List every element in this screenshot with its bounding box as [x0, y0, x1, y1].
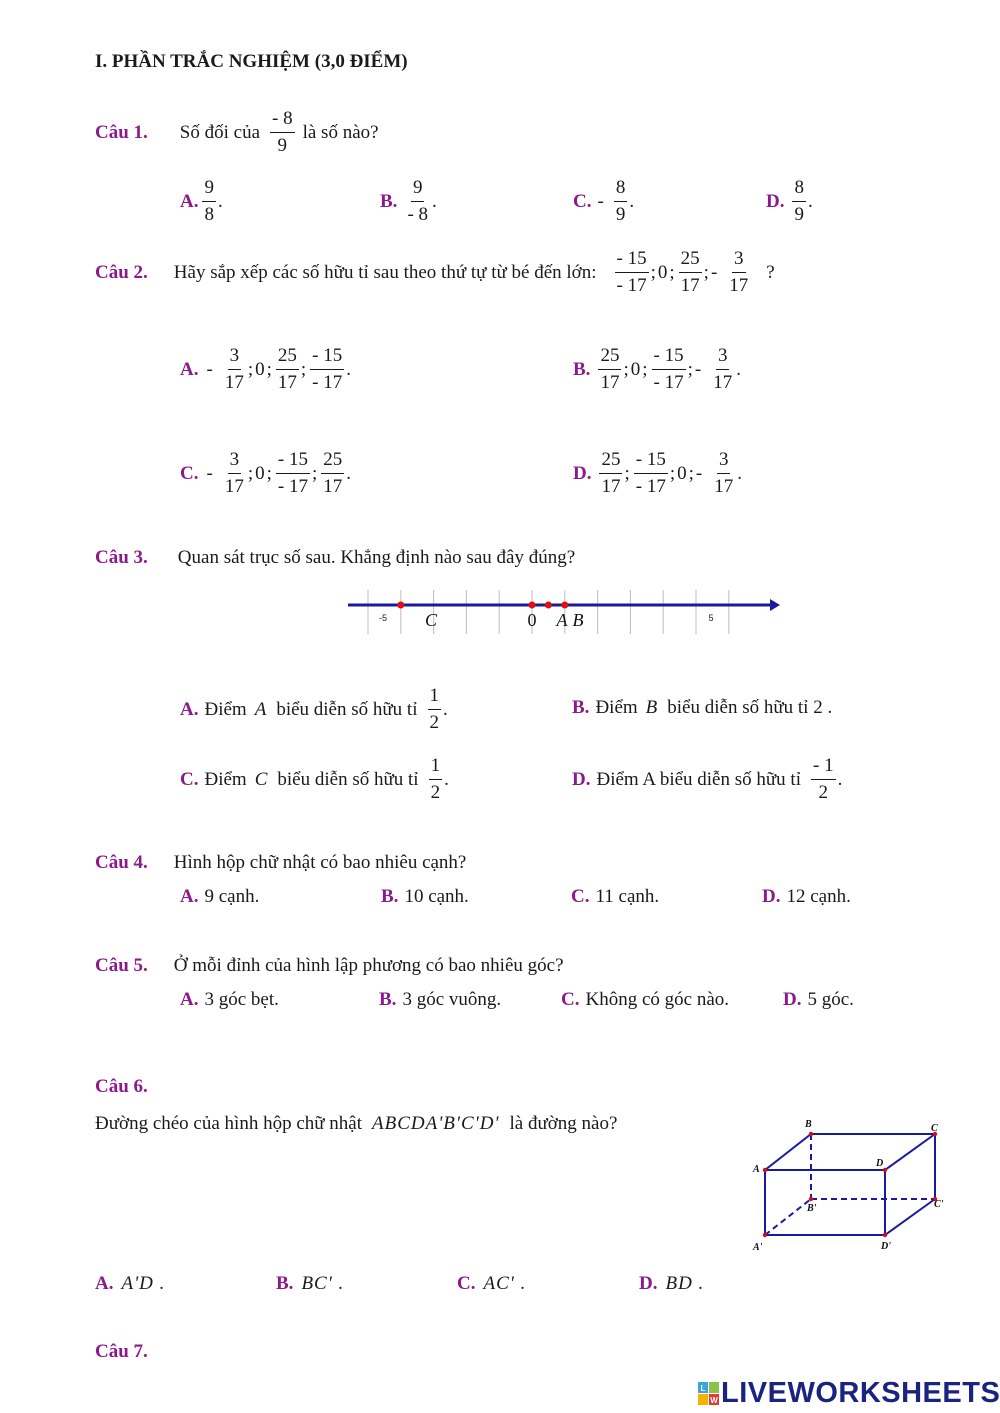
option-fraction [202, 177, 216, 226]
option-text: 11 cạnh. [595, 886, 660, 907]
q5-option-d[interactable] [783, 989, 856, 1011]
option-letter: B. [381, 886, 399, 907]
fraction-denominator: 17 [729, 275, 749, 296]
fraction-numerator: 9 [202, 177, 216, 202]
fraction-denominator: 17 [714, 476, 734, 497]
question-6-text-before: Đường chéo của hình hộp chữ nhật [95, 1113, 363, 1134]
option-text: 5 góc. [807, 989, 854, 1010]
option-letter: D. [572, 768, 591, 790]
fraction-3-17 [223, 345, 246, 394]
option-letter: C. [180, 768, 199, 790]
option-letter: B. [276, 1273, 294, 1294]
fraction-denominator: 9 [277, 135, 288, 156]
q5-option-b[interactable] [379, 989, 503, 1011]
fraction-denominator: 2 [430, 782, 441, 803]
watermark-text: LIVEWORKSHEETS [721, 1377, 1000, 1409]
option-letter: A. [180, 358, 199, 380]
fraction-numerator: 1 [429, 755, 443, 780]
question-2-label: Câu 2. [95, 261, 148, 283]
label-c1: C' [934, 1199, 944, 1210]
fraction-numerator: 8 [614, 177, 628, 202]
number-line-arrow [770, 599, 780, 611]
question-4-label: Câu 4. [95, 852, 148, 873]
question-6-shape: ABCDA'B'C'D' [372, 1113, 500, 1134]
option-text: biểu diễn số hữu tỉ [276, 698, 418, 720]
q1-option-b[interactable] [380, 177, 439, 226]
option-end: . [629, 190, 635, 212]
fraction-denominator: 17 [277, 372, 297, 393]
point-b [561, 602, 568, 609]
question-6-text-after: là đường nào? [509, 1113, 618, 1134]
question-3-text: Quan sát trục số sau. Khẳng định nào sau đây đúng? [177, 547, 576, 568]
vertex-b [809, 1132, 813, 1136]
option-text: Điểm [595, 697, 638, 718]
option-text: 10 cạnh. [404, 886, 469, 907]
fraction-denominator: 9 [794, 204, 804, 225]
label-b1: B' [807, 1203, 817, 1214]
fraction-25-17 [321, 449, 344, 498]
number-line [340, 588, 790, 638]
point-label-b: B [572, 610, 584, 630]
option-text: 3 góc bẹt. [204, 989, 279, 1010]
question-4-text: Hình hộp chữ nhật có bao nhiêu cạnh? [173, 852, 467, 873]
q1-option-a[interactable] [180, 177, 225, 226]
fraction-3-17 [223, 449, 246, 498]
separator: ; [624, 462, 630, 484]
option-letter: C. [561, 989, 580, 1010]
option-letter: B. [573, 358, 591, 380]
label-d: D [876, 1158, 884, 1169]
svg-text:L: L [700, 1383, 706, 1393]
period: . [736, 358, 741, 380]
separator: ; [650, 261, 656, 283]
question-1-fraction [270, 108, 295, 157]
point-name: B [645, 697, 658, 718]
fraction-numerator: 9 [411, 177, 425, 202]
minus-sign: - [206, 358, 213, 380]
fraction-numerator: 1 [428, 685, 442, 710]
option-text: Điểm A biểu diễn số hữu tỉ [596, 768, 801, 790]
option-letter: B. [572, 697, 590, 718]
label-d1: D' [881, 1241, 891, 1252]
option-letter: A. [180, 698, 199, 720]
fraction-numerator: 3 [732, 248, 746, 273]
separator: ; [688, 462, 694, 484]
period: . [737, 462, 742, 484]
question-3 [95, 547, 577, 569]
fraction-25-17 [679, 248, 702, 297]
vertex-d1 [883, 1233, 887, 1237]
q4-option-b[interactable] [381, 886, 471, 908]
label-a1: A' [753, 1242, 763, 1253]
question-6-label: Câu 6. [95, 1076, 148, 1097]
q3-option-a[interactable] [180, 685, 450, 734]
zero: 0 [255, 462, 265, 484]
question-5 [95, 955, 566, 977]
separator: ; [266, 462, 272, 484]
q3-option-c[interactable] [180, 755, 451, 804]
separator: ; [703, 261, 709, 283]
option-end: . [837, 768, 843, 790]
edge-d1c1 [885, 1199, 935, 1235]
fraction-denominator: 8 [204, 204, 214, 225]
q2-option-b[interactable] [573, 345, 743, 394]
point-origin [529, 602, 536, 609]
vertex-a1 [763, 1233, 767, 1237]
option-text: AC' . [483, 1273, 527, 1294]
question-1 [95, 108, 381, 157]
fraction-denominator: - 8 [407, 204, 429, 225]
fraction-denominator: - 17 [312, 372, 343, 393]
question-1-label: Câu 1. [95, 121, 148, 143]
vertex-b1 [809, 1197, 813, 1201]
option-text: Điểm [204, 768, 247, 790]
fraction-numerator: 25 [598, 345, 621, 370]
point-a [545, 602, 552, 609]
q2-option-a[interactable] [180, 345, 353, 394]
fraction-numerator: 3 [716, 345, 730, 370]
option-text: biểu diễn số hữu tỉ [277, 768, 419, 790]
fraction-neg15-neg17 [652, 345, 686, 394]
option-letter: D. [573, 462, 592, 484]
fraction-numerator: - 15 [652, 345, 686, 370]
liveworksheets-logo-icon [698, 1382, 720, 1406]
q6-option-d[interactable] [639, 1273, 706, 1295]
option-letter: B. [379, 989, 397, 1010]
option-fraction [614, 177, 628, 226]
fraction-denominator: 17 [601, 476, 621, 497]
option-letter: C. [457, 1273, 476, 1294]
question-4 [95, 852, 468, 874]
option-fraction [792, 177, 806, 226]
fraction-numerator: - 8 [270, 108, 295, 133]
fraction-25-17 [276, 345, 299, 394]
option-fraction [428, 685, 442, 734]
fraction-neg15-neg17 [276, 449, 310, 498]
edge-dc [885, 1134, 935, 1170]
fraction-25-17 [598, 345, 621, 394]
minus-sign: - [694, 358, 702, 380]
zero: 0 [630, 358, 641, 380]
tick-label-5: 5 [708, 613, 714, 623]
point-name: C [254, 768, 268, 790]
fraction-numerator: 25 [599, 449, 622, 474]
option-text: A'D . [121, 1273, 166, 1294]
fraction-denominator: 17 [224, 372, 244, 393]
tick-label-zero: 0 [527, 610, 537, 630]
fraction-numerator: - 1 [811, 755, 836, 780]
question-5-label: Câu 5. [95, 955, 148, 976]
option-letter: C. [573, 190, 592, 212]
q1-option-d[interactable] [766, 177, 815, 226]
fraction-3-17 [727, 248, 750, 297]
separator: ; [669, 462, 676, 484]
option-letter: A. [180, 886, 199, 907]
question-6 [95, 1113, 619, 1135]
fraction-3-17 [711, 345, 734, 394]
box-figure [745, 1115, 960, 1255]
option-letter: B. [380, 190, 398, 212]
separator: ; [247, 462, 254, 484]
separator: ; [687, 358, 693, 380]
q2-option-c[interactable] [180, 449, 353, 498]
point-label-a: A [556, 610, 568, 630]
zero: 0 [657, 261, 668, 283]
question-2 [95, 248, 777, 297]
fraction-denominator: - 17 [277, 476, 308, 497]
fraction-neg15-neg17 [615, 248, 649, 297]
separator: ; [642, 358, 648, 380]
q5-option-c[interactable] [561, 989, 731, 1011]
tick-label-neg5: -5 [378, 613, 388, 623]
option-end: . [444, 768, 449, 790]
point-name: A [254, 698, 267, 720]
fraction-denominator: 17 [323, 476, 343, 497]
fraction-numerator: 25 [679, 248, 702, 273]
option-letter: D. [639, 1273, 658, 1294]
edge-a1b1-hidden [765, 1199, 811, 1235]
svg-text:W: W [710, 1395, 718, 1405]
fraction-numerator: 3 [717, 449, 731, 474]
fraction-numerator: 3 [228, 345, 242, 370]
fraction-3-17 [712, 449, 735, 498]
option-text: 3 góc vuông. [402, 989, 502, 1010]
q4-option-a[interactable] [180, 886, 261, 908]
label-b: B [805, 1119, 812, 1130]
question-1-text-before: Số đối của [179, 121, 261, 143]
option-fraction [405, 177, 430, 226]
option-letter: A. [180, 190, 199, 212]
q6-option-c[interactable] [457, 1273, 528, 1295]
zero: 0 [677, 462, 687, 484]
fraction-25-17 [599, 449, 622, 498]
separator: ; [300, 358, 307, 380]
q1-option-c[interactable] [573, 177, 636, 226]
period: . [346, 358, 351, 380]
q5-option-a[interactable] [180, 989, 281, 1011]
fraction-neg15-neg17 [310, 345, 344, 394]
option-letter: C. [571, 886, 590, 907]
section-title: I. PHẦN TRẮC NGHIỆM (3,0 ĐIỂM) [95, 51, 408, 72]
question-1-text-after: là số nào? [302, 121, 379, 143]
point-c [397, 602, 404, 609]
edge-ab [765, 1134, 811, 1170]
minus-sign: - [710, 261, 718, 283]
question-5-text: Ở mỗi đỉnh của hình lập phương có bao nhiêu góc? [173, 955, 564, 976]
liveworksheets-watermark [698, 1377, 1000, 1410]
option-end: . [217, 190, 223, 212]
option-letter: D. [766, 190, 785, 212]
option-text: 9 cạnh. [204, 886, 260, 907]
separator: ; [247, 358, 254, 380]
vertex-d [883, 1168, 887, 1172]
option-text: Điểm [204, 698, 247, 720]
fraction-neg15-neg17 [634, 449, 668, 498]
option-text: Không có góc nào. [585, 989, 730, 1010]
separator: ; [669, 261, 675, 283]
q6-option-b[interactable] [276, 1273, 346, 1295]
q2-option-d[interactable] [573, 449, 744, 498]
option-fraction [429, 755, 443, 804]
option-letter: D. [762, 886, 781, 907]
option-end: . [807, 190, 813, 212]
option-text: BC' . [301, 1273, 345, 1294]
fraction-denominator: 2 [429, 712, 439, 733]
fraction-numerator: 25 [276, 345, 299, 370]
separator: ; [311, 462, 318, 484]
option-text: biểu diễn số hữu tỉ 2 . [667, 697, 833, 718]
fraction-numerator: - 15 [276, 449, 310, 474]
q3-option-b[interactable] [572, 697, 834, 719]
option-letter: D. [783, 989, 802, 1010]
zero: 0 [255, 358, 265, 380]
period: . [346, 462, 351, 484]
number-line-grid [368, 590, 729, 634]
point-label-c: C [424, 610, 438, 630]
minus-sign: - [695, 462, 703, 484]
fraction-numerator: - 15 [615, 248, 649, 273]
question-2-text: Hãy sắp xếp các số hữu tỉ sau theo thứ tự từ bé đến lớn: [173, 261, 597, 283]
fraction-denominator: 17 [224, 476, 244, 497]
option-end: . [443, 698, 448, 720]
label-a: A [753, 1164, 760, 1175]
question-7-label: Câu 7. [95, 1341, 148, 1362]
fraction-denominator: 17 [713, 372, 733, 393]
question-mark: ? [766, 261, 775, 283]
fraction-denominator: 17 [680, 275, 700, 296]
q4-option-c[interactable] [571, 886, 661, 908]
fraction-numerator: 3 [228, 449, 242, 474]
fraction-numerator: 8 [792, 177, 806, 202]
fraction-denominator: - 17 [653, 372, 684, 393]
question-3-label: Câu 3. [95, 547, 148, 568]
fraction-denominator: - 17 [616, 275, 647, 296]
fraction-numerator: - 15 [310, 345, 344, 370]
fraction-numerator: - 15 [634, 449, 668, 474]
option-fraction [811, 755, 836, 804]
option-text: BD . [665, 1273, 705, 1294]
option-letter: A. [180, 989, 199, 1010]
label-c: C [931, 1123, 938, 1134]
fraction-denominator: 2 [818, 782, 829, 803]
fraction-denominator: - 17 [635, 476, 666, 497]
option-text: 12 cạnh. [786, 886, 851, 907]
vertex-a [763, 1168, 767, 1172]
q4-option-d[interactable] [762, 886, 853, 908]
q6-option-a[interactable] [95, 1273, 167, 1295]
separator: ; [623, 358, 629, 380]
fraction-denominator: 9 [615, 204, 626, 225]
option-letter: A. [95, 1273, 114, 1294]
fraction-denominator: 17 [600, 372, 620, 393]
minus-sign: - [206, 462, 213, 484]
separator: ; [266, 358, 272, 380]
option-letter: C. [180, 462, 199, 484]
option-sign: - [597, 190, 604, 212]
option-end: . [432, 190, 437, 212]
fraction-numerator: 25 [321, 449, 344, 474]
q3-option-d[interactable] [572, 755, 844, 804]
